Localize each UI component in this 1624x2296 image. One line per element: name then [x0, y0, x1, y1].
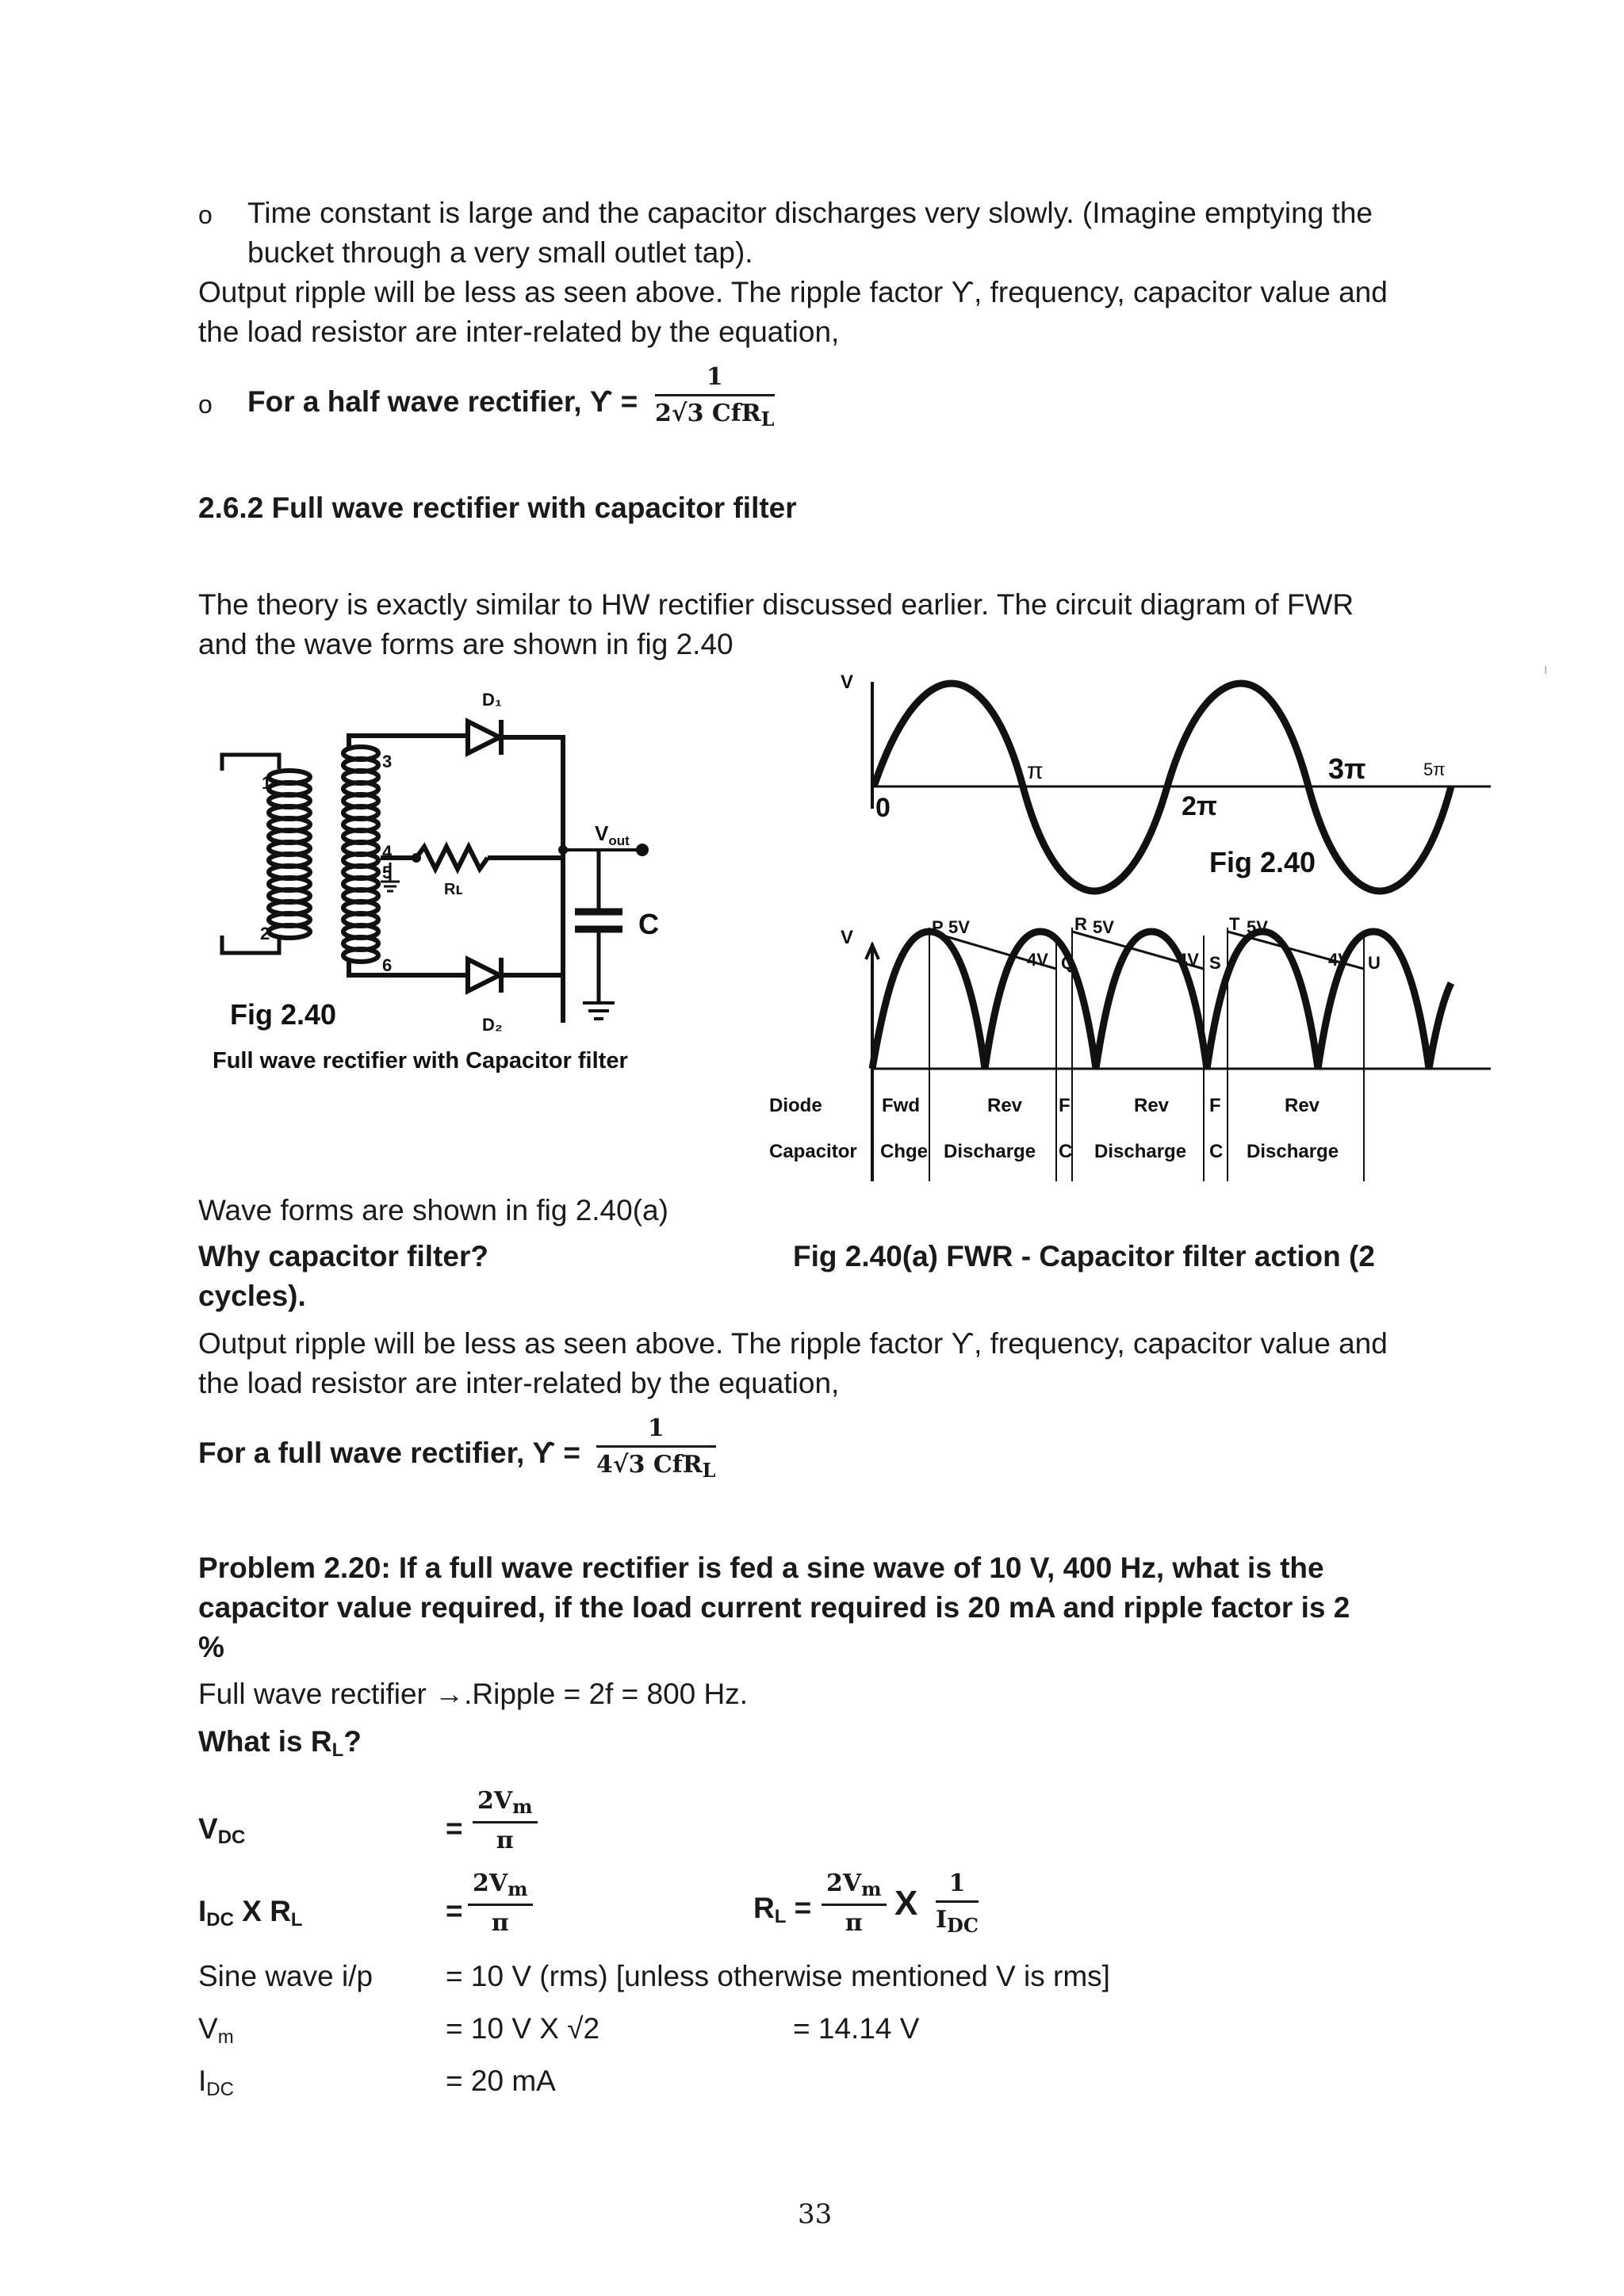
valley-4v-2: 4V [1178, 950, 1199, 970]
valley-u: U [1368, 953, 1381, 973]
peak-r-5v: 5V [1093, 917, 1114, 937]
page-number: 33 [798, 2198, 833, 2230]
mark-2pi: 2π [1182, 791, 1217, 821]
problem-line3: % [198, 1631, 224, 1663]
circuit-fig-label: Fig 2.40 [230, 998, 337, 1031]
what-is-rl: What is $R_L$? [198, 1725, 362, 1761]
resistor-rl [416, 847, 488, 869]
table-diode-4: Rev [1134, 1095, 1170, 1116]
fwr-circuit-diagram [206, 674, 714, 1086]
table-cap-6: Discharge [1247, 1141, 1339, 1162]
label-c: C [638, 908, 659, 940]
diode-d1 [468, 721, 500, 753]
ripple-line: Full wave rectifier →.Ripple = 2f = 800 Hz. [198, 1678, 749, 1710]
peak-t-5v: 5V [1247, 917, 1268, 937]
secondary-coil [343, 747, 378, 962]
table-diode-6: Rev [1285, 1095, 1320, 1116]
label-vout: $V_{out}$ [595, 821, 630, 848]
sine-wave-label: Sine wave i/p [198, 1960, 373, 1992]
para3-line2: and the wave forms are shown in fig 2.40 [198, 628, 733, 660]
sine-wave-value: = 10 V (rms) [unless otherwise mentioned V is rms] [446, 1960, 1110, 1992]
rl-equation-label: $R_L$ = [753, 1892, 812, 1927]
hw-formula-numerator: 1 [655, 363, 775, 396]
idc-label: $I_{DC}$ [198, 2064, 234, 2100]
valley-s: S [1209, 953, 1221, 973]
rl-two-vm-over-pi: $\frac{2V_m}{\pi}$ [822, 1869, 887, 1937]
valley-q: Q [1061, 953, 1075, 973]
cycles-text: cycles). [198, 1280, 306, 1312]
problem-line1: Problem 2.20: If a full wave rectifier is fed a sine wave of 10 V, 400 Hz, what is the [198, 1552, 1324, 1584]
table-diode-1: Fwd [882, 1095, 920, 1116]
fw-formula-numerator: 1 [596, 1414, 716, 1448]
waveform-v-label-top: V [841, 672, 854, 693]
table-cap-5: C [1209, 1141, 1224, 1162]
table-capacitor-head: Capacitor [769, 1141, 857, 1162]
fig-240a-caption: Fig 2.40(a) FWR - Capacitor filter action (2 [793, 1240, 1375, 1272]
section-heading: 2.6.2 Full wave rectifier with capacitor filter [198, 492, 797, 524]
vm-label: $V_m$ [198, 2012, 234, 2048]
origin-label: 0 [875, 793, 891, 823]
circuit-caption: Full wave rectifier with Capacitor filter [213, 1048, 628, 1073]
label-d2: D₂ [482, 1015, 503, 1035]
fwr-waveform-figure [753, 666, 1546, 1189]
vm-result: = 14.14 V [793, 2012, 920, 2045]
waveform-fig-label: Fig 2.40 [1209, 846, 1316, 878]
para3-line1: The theory is exactly similar to HW rectifier discussed earlier. The circuit diagram of FWR [198, 588, 1354, 621]
mark-3pi: 3π [1328, 752, 1366, 785]
mark-pi: π [1027, 758, 1044, 784]
para2-line1: Output ripple will be less as seen above. The ripple factor ϒ, frequency, capacitor value and [198, 276, 1388, 308]
multiply-x: X [894, 1884, 918, 1923]
label-d1: D₁ [482, 690, 502, 710]
fw-formula-denominator: 4√3 CfR$_L$ [596, 1451, 716, 1482]
table-diode-2: Rev [987, 1095, 1023, 1116]
waveform-v-label-bottom: V [841, 927, 854, 948]
table-diode-head: Diode [769, 1095, 822, 1116]
table-cap-4: Discharge [1094, 1141, 1187, 1162]
table-cap-2: Discharge [944, 1141, 1036, 1162]
bullet-marker: o [198, 390, 213, 419]
idc-x-rl-label: $I_{DC}$ X $R_L$ [198, 1895, 303, 1931]
label-rl: Rʟ [444, 881, 463, 898]
peak-t: T [1229, 914, 1240, 934]
para1-line1: Time constant is large and the capacitor discharges very slowly. (Imagine emptying the [247, 197, 1373, 229]
para2-line2: the load resistor are inter-related by the equation, [198, 316, 840, 348]
table-diode-5: F [1209, 1095, 1221, 1116]
pin-5: 5 [382, 863, 393, 882]
table-cap-3: C [1059, 1141, 1073, 1162]
wave-forms-text: Wave forms are shown in fig 2.40(a) [198, 1194, 668, 1226]
peak-r: R [1074, 914, 1087, 934]
pin-1: 1 [262, 773, 272, 793]
pin-6: 6 [382, 955, 393, 975]
two-vm-over-pi: $\frac{2V_m}{\pi}$ [468, 1869, 533, 1937]
bullet-marker: o [198, 201, 213, 229]
para4-line1: Output ripple will be less as seen above. The ripple factor ϒ, frequency, capacitor value and [198, 1327, 1388, 1360]
pin-2: 2 [260, 924, 270, 943]
equals-sign: = [446, 1895, 463, 1927]
primary-coil [269, 771, 310, 938]
valley-4v-3: 4V [1328, 950, 1350, 970]
problem-line2: capacitor value required, if the load current required is 20 mA and ripple factor is 2 [198, 1591, 1350, 1624]
two-vm-over-pi: $\frac{2V_m}{\pi}$ [473, 1787, 538, 1854]
hw-formula-label: For a half wave rectifier, ϒ = [247, 385, 638, 418]
mark-5pi: 5π [1423, 760, 1446, 779]
vdc-label: $V_{DC}$ [198, 1812, 246, 1848]
table-diode-3: F [1059, 1095, 1071, 1116]
para1-line2: bucket through a very small outlet tap). [247, 236, 753, 269]
table-cap-1: Chge [880, 1141, 928, 1162]
pin-4: 4 [382, 842, 393, 862]
valley-4v-1: 4V [1027, 950, 1048, 970]
peak-p-5v: 5V [948, 917, 970, 937]
hw-formula-fraction [655, 363, 775, 430]
vm-value: = 10 V X √2 [446, 2012, 600, 2045]
pin-3: 3 [382, 752, 393, 771]
fw-formula-fraction [596, 1414, 716, 1482]
idc-value: = 20 mA [446, 2064, 556, 2097]
equals-sign: = [446, 1812, 463, 1845]
fw-formula-label: For a full wave rectifier, ϒ = [198, 1437, 580, 1469]
para4-line2: the load resistor are inter-related by the equation, [198, 1367, 840, 1399]
diode-d2 [468, 959, 500, 991]
peak-p: P [932, 917, 944, 937]
one-over-idc: 1 $I_{DC}$ [936, 1869, 979, 1937]
why-capacitor-heading: Why capacitor filter? [198, 1240, 488, 1272]
hw-formula-denominator: 2√3 CfR$_L$ [655, 400, 775, 430]
